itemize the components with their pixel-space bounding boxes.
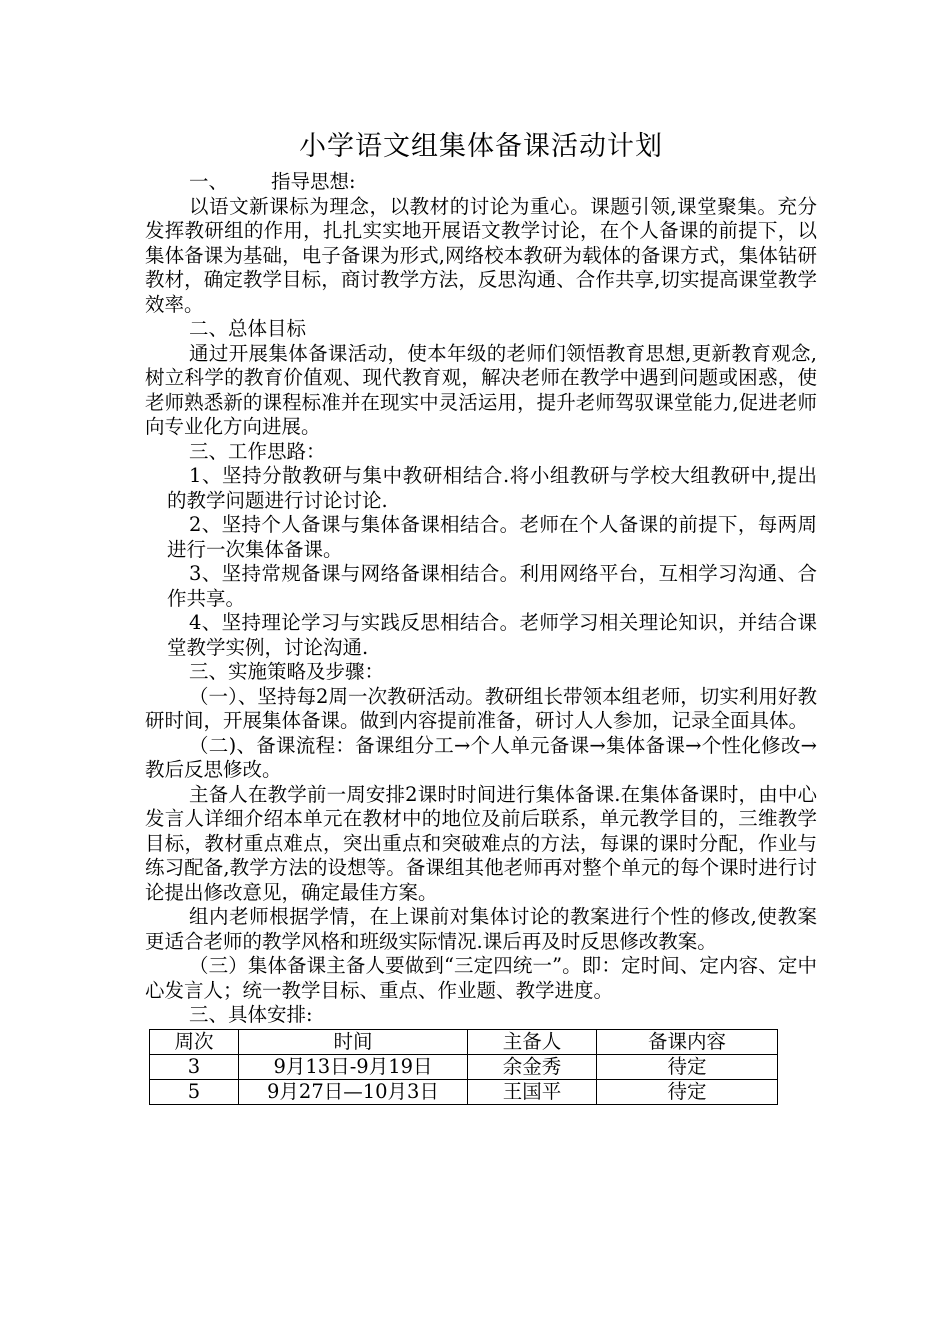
section-1-body: 以语文新课标为理念，以教材的讨论为重心。课题引领,课堂聚集。充分发挥教研组的作用，扎扎实实地开展语文教学讨论，在个人备课的前提下，以集体备课为基础，电子备课为形式,网络校本教研为载体的备课方式，集体钻研教材，确定教学目标，商讨教学方法，反思沟通、合作共享,切实提高课堂教学效率。 bbox=[145, 194, 817, 316]
section-2-body: 通过开展集体备课活动，使本年级的老师们领悟教育思想,更新教育观念,树立科学的教育价值观、现代教育观，解决老师在教学中遇到问题或困惑，使老师熟悉新的课程标准并在现实中灵活运用，提升老师驾驭课堂能力,促进老师向专业化方向进展。 bbox=[145, 341, 817, 438]
strategy-paragraph-3: 主备人在教学前一周安排2课时时间进行集体备课.在集体备课时，由中心发言人详细介绍本单元在教材中的地位及前后联系，单元教学目的，三维教学目标，教材重点难点，突出重点和突破难点的方法，每课的课时分配，作业与练习配备,教学方法的设想等。备课组其他老师再对整个单元的每个课时进行讨论提出修改意见，确定最佳方案。 bbox=[145, 782, 817, 904]
section-5-heading: 三、具体安排: bbox=[189, 1003, 313, 1026]
table-cell: 3 bbox=[150, 1054, 239, 1079]
work-idea-item-3: 3、坚持常规备课与网络备课相结合。利用网络平台，互相学习沟通、合作共享。 bbox=[167, 562, 817, 610]
table-cell: 余金秀 bbox=[468, 1054, 597, 1079]
table-header-row bbox=[150, 1029, 778, 1054]
section-2-heading: 二、总体目标 bbox=[189, 317, 307, 340]
work-idea-item-1: 1、坚持分散教研与集中教研相结合.将小组教研与学校大组教研中,提出的教学问题进行讨论讨论. bbox=[167, 464, 817, 512]
table-cell: 待定 bbox=[597, 1079, 778, 1104]
table-cell: 5 bbox=[150, 1079, 239, 1104]
strategy-paragraph-4: 组内老师根据学情，在上课前对集体讨论的教案进行个性的修改,使教案更适合老师的教学风格和班级实际情况.课后再及时反思修改教案。 bbox=[145, 905, 817, 953]
document-page bbox=[145, 130, 817, 1105]
schedule-table bbox=[149, 1029, 778, 1105]
strategy-paragraph-5: （三）集体备课主备人要做到“三定四统一”。即：定时间、定内容、定中心发言人；统一教学目标、重点、作业题、教学进度。 bbox=[145, 954, 817, 1002]
strategy-paragraph-2: （二)、备课流程：备课组分工→个人单元备课→集体备课→个性化修改→教后反思修改。 bbox=[145, 733, 817, 781]
table-cell: 王国平 bbox=[468, 1079, 597, 1104]
table-header-cell: 周次 bbox=[150, 1029, 239, 1054]
section-3-heading: 三、工作思路： bbox=[189, 439, 326, 463]
table-header-cell: 时间 bbox=[239, 1029, 468, 1054]
table-row bbox=[150, 1079, 778, 1104]
section-1-number: 一、 bbox=[189, 170, 229, 193]
table-cell: 9月13日-9月19日 bbox=[239, 1054, 468, 1079]
work-idea-item-4: 4、坚持理论学习与实践反思相结合。老师学习相关理论知识，并结合课堂教学实例，讨论沟通. bbox=[167, 611, 817, 659]
section-1-heading-text: 指导思想: bbox=[271, 170, 356, 193]
table-header-cell: 备课内容 bbox=[597, 1029, 778, 1054]
table-header-cell: 主备人 bbox=[468, 1029, 597, 1054]
table-cell: 待定 bbox=[597, 1054, 778, 1079]
table-cell: 9月27日—10月3日 bbox=[239, 1079, 468, 1104]
document-title: 小学语文组集体备课活动计划 bbox=[299, 131, 663, 162]
strategy-paragraph-1: （一）、坚持每2周一次教研活动。教研组长带领本组老师，切实利用好教研时间，开展集体备课。做到内容提前准备，研讨人人参加，记录全面具体。 bbox=[145, 684, 817, 732]
work-idea-item-2: 2、坚持个人备课与集体备课相结合。老师在个人备课的前提下，每两周进行一次集体备课。 bbox=[167, 513, 817, 561]
section-1-heading bbox=[145, 170, 817, 195]
section-4-heading: 三、实施策略及步骤： bbox=[189, 660, 385, 683]
table-row bbox=[150, 1054, 778, 1079]
